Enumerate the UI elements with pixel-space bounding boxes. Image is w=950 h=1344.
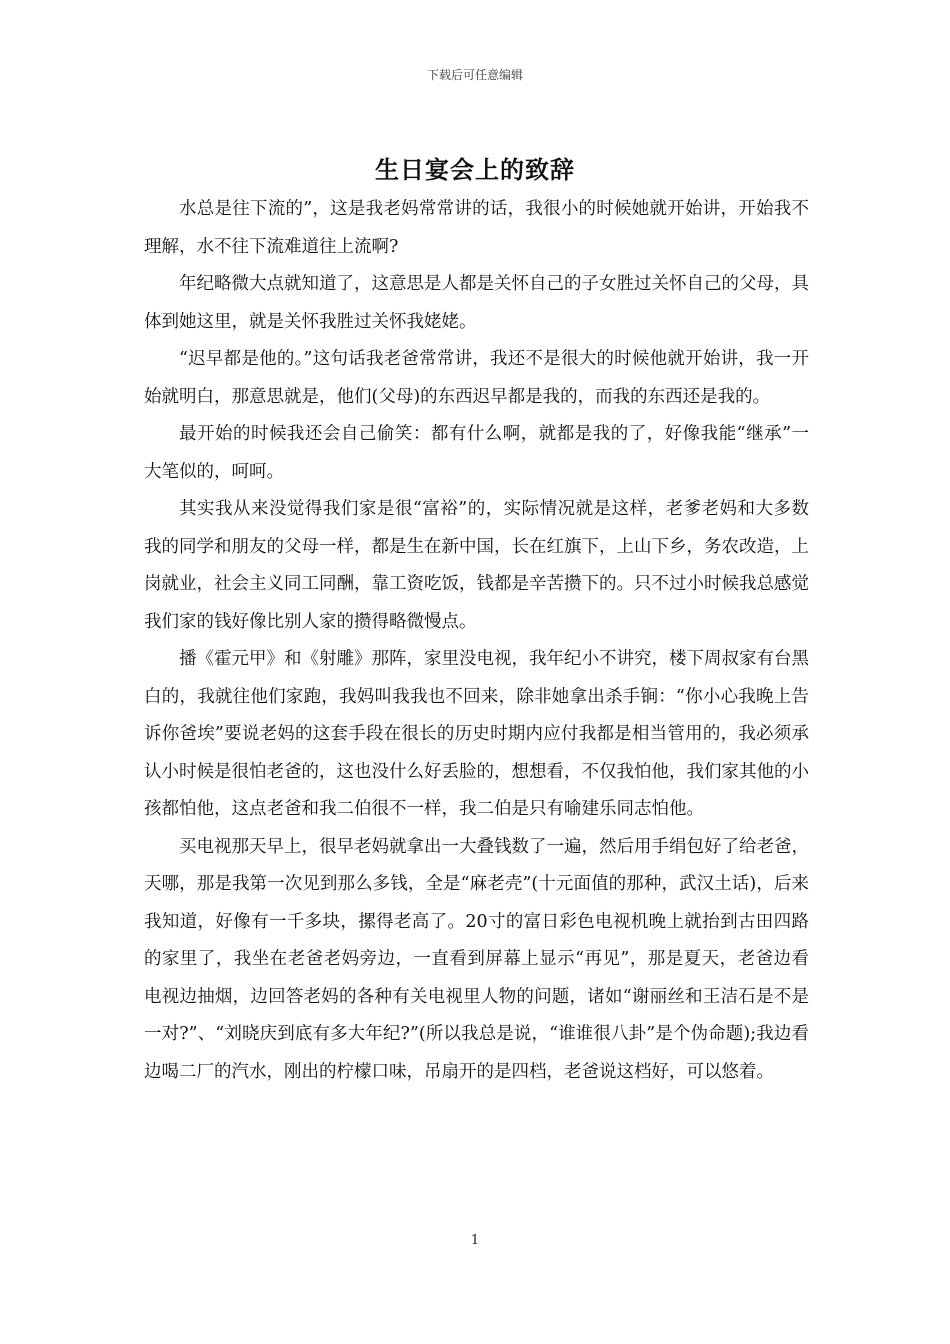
paragraph: 最开始的时候我还会自己偷笑：都有什么啊，就都是我的了，好像我能“继承”一大笔似的，呵呵。 xyxy=(144,424,809,482)
body-text xyxy=(144,191,809,1091)
paragraph: 买电视那天早上，很早老妈就拿出一大叠钱数了一遍，然后用手绢包好了给老爸，天哪，那是我第一次见到那么多钱，全是“麻老壳”(十元面值的那种，武汉土话)，后来我知道，好像有一千多块，摞得老高了。20寸的富日彩色电视机晚上就抬到古田四路的家里了，我坐在老爸老妈旁边，一直看到屏幕上显示“再见”，那是夏天，老爸边看电视边抽烟，边回答老妈的各种有关电视里人物的问题，诸如“谢丽丝和王洁石是不是一对?”、“刘晓庆到底有多大年纪?”(所以我总是说，“谁谁很八卦”是个伪命题);我边看边喝二厂的汽水，刚出的柠檬口味，吊扇开的是四档，老爸说这档好，可以悠着。 xyxy=(144,836,809,1082)
paragraph: “迟早都是他的。”这句话我老爸常常讲，我还不是很大的时候他就开始讲，我一开始就明白，那意思就是，他们(父母)的东西迟早都是我的，而我的东西还是我的。 xyxy=(144,349,809,407)
page-number: 1 xyxy=(470,1233,480,1248)
header-note: 下载后可任意编辑 xyxy=(426,68,523,82)
paragraph: 年纪略微大点就知道了，这意思是人都是关怀自己的子女胜过关怀自己的父母，具体到她这里，就是关怀我胜过关怀我姥姥。 xyxy=(144,274,809,332)
document-title: 生日宴会上的致辞 xyxy=(375,155,575,184)
paragraph: 播《霍元甲》和《射雕》那阵，家里没电视，我年纪小不讲究，楼下周叔家有台黑白的，我就往他们家跑，我妈叫我我也不回来，除非她拿出杀手锏：“你小心我晚上告诉你爸埃”要说老妈的这套手段在很长的历史时期内应付我都是相当管用的，我必须承认小时候是很怕老爸的，这也没什么好丢脸的，想想看，不仅我怕他，我们家其他的小孩都怕他，这点老爸和我二伯很不一样，我二伯是只有喻建乐同志怕他。 xyxy=(144,649,809,819)
paragraph: 其实我从来没觉得我们家是很“富裕”的，实际情况就是这样，老爹老妈和大多数我的同学和朋友的父母一样，都是生在新中国，长在红旗下，上山下乡，务农改造，上岗就业，社会主义同工同酬，靠工资吃饭，钱都是辛苦攒下的。只不过小时候我总感觉我们家的钱好像比别人家的攒得略微慢点。 xyxy=(144,499,809,632)
paragraph: 水总是往下流的”，这是我老妈常常讲的话，我很小的时候她就开始讲，开始我不理解，水不往下流难道往上流啊? xyxy=(144,199,809,257)
